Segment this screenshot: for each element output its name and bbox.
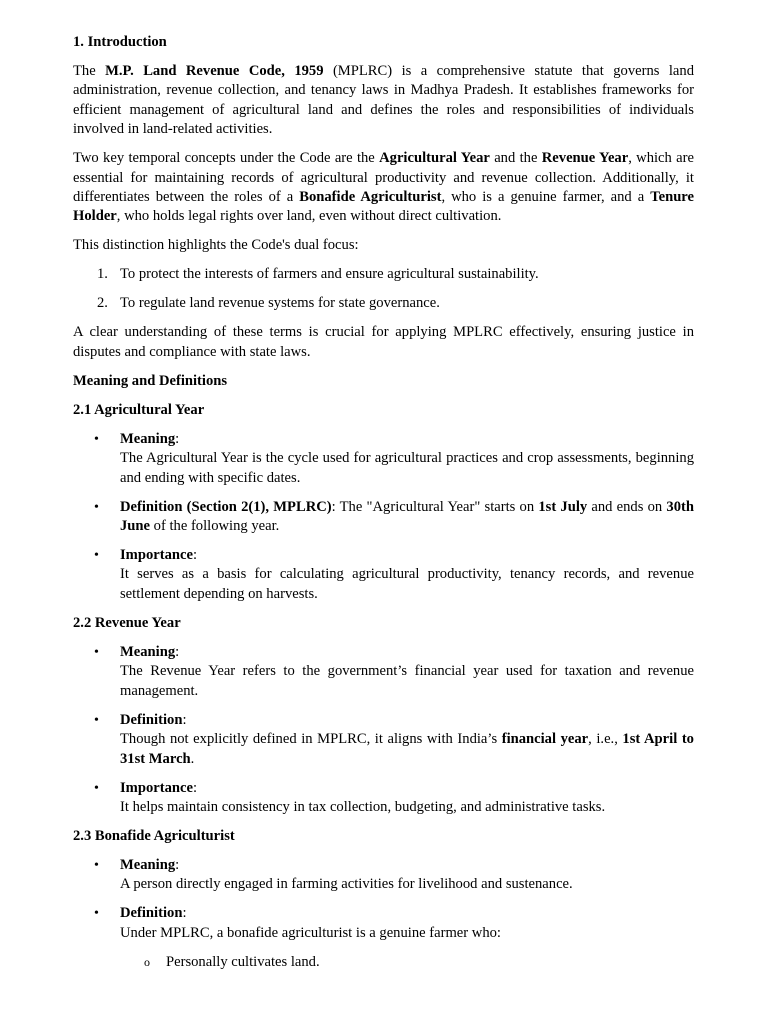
bullet-icon: • (94, 712, 99, 728)
sub-bullet-icon: o (144, 954, 150, 969)
list-item: o Personally cultivates land. (120, 953, 694, 972)
intro-paragraph-2: Two key temporal concepts under the Code are the Agricultural Year and the Revenue Year, which are essential for maintaining records of agricultural productivity and revenue collection. Additionally, it differentiates between the roles of a Bonafide Agriculturist, who is a genuine farmer, and a Tenure Holder, who holds legal rights over land, even without direct cultivation. (73, 150, 694, 225)
list-item: • Definition (Section 2(1), MPLRC): The "Agricultural Year" starts on 1st July and ends on 30th June of the following year. (94, 498, 694, 535)
list-item: • Importance: It serves as a basis for calculating agricultural productivity, tenancy records, and revenue settlement depending on harvests. (94, 547, 694, 602)
dual-focus-list (73, 265, 694, 313)
section-2-1-heading: 2.1 Agricultural Year (73, 401, 205, 418)
section-2-3-list (73, 856, 694, 972)
meaning-definitions-heading: Meaning and Definitions (73, 372, 228, 389)
bullet-icon: • (94, 857, 99, 873)
list-item: 2. To regulate land revenue systems for state governance. (97, 295, 440, 312)
section-2-2-heading: 2.2 Revenue Year (73, 614, 181, 631)
list-item: • Meaning: The Revenue Year refers to the government’s financial year used for taxation and revenue management. (94, 643, 694, 699)
document-body (73, 33, 694, 982)
list-item: • Definition: Though not explicitly defined in MPLRC, it aligns with India’s financial year, i.e., 1st April to 31st March. (94, 711, 694, 767)
introduction-heading: 1. Introduction (73, 34, 167, 50)
bullet-icon: • (94, 499, 99, 515)
list-item: • Definition: Under MPLRC, a bonafide agriculturist is a genuine farmer who: o Personally cultivates land. (73, 904, 694, 972)
bullet-icon: • (94, 548, 99, 564)
list-item: • Meaning: A person directly engaged in farming activities for livelihood and sustenance. (94, 856, 573, 893)
list-item: • Meaning: The Agricultural Year is the cycle used for agricultural practices and crop assessments, beginning and ending with specific dates. (94, 430, 694, 486)
intro-paragraph-4: A clear understanding of these terms is crucial for applying MPLRC effectively, ensuring justice in disputes and compliance with state laws. (73, 324, 694, 360)
section-2-1-list (73, 430, 694, 604)
bullet-icon: • (94, 644, 99, 660)
intro-paragraph-3: This distinction highlights the Code's dual focus: (73, 237, 359, 254)
section-2-2-list (73, 643, 694, 817)
list-item: • Importance: It helps maintain consistency in tax collection, budgeting, and administrative tasks. (94, 779, 606, 815)
section-2-3-heading: 2.3 Bonafide Agriculturist (73, 827, 235, 844)
bullet-icon: • (94, 780, 99, 796)
intro-paragraph-1: The M.P. Land Revenue Code, 1959 (MPLRC) is a comprehensive statute that governs land administration, revenue collection, and tenancy laws in Madhya Pradesh. It establishes frameworks for efficient management of agricultural land and defines the roles and responsibilities of individuals involved in land-related activities. (73, 63, 694, 138)
bullet-icon: • (94, 906, 99, 922)
bullet-icon: • (94, 431, 99, 447)
criteria-sublist (120, 953, 694, 972)
code-name-bold: M.P. Land Revenue Code, 1959 (105, 63, 324, 79)
list-item: 1. To protect the interests of farmers and ensure agricultural sustainability. (97, 266, 539, 283)
